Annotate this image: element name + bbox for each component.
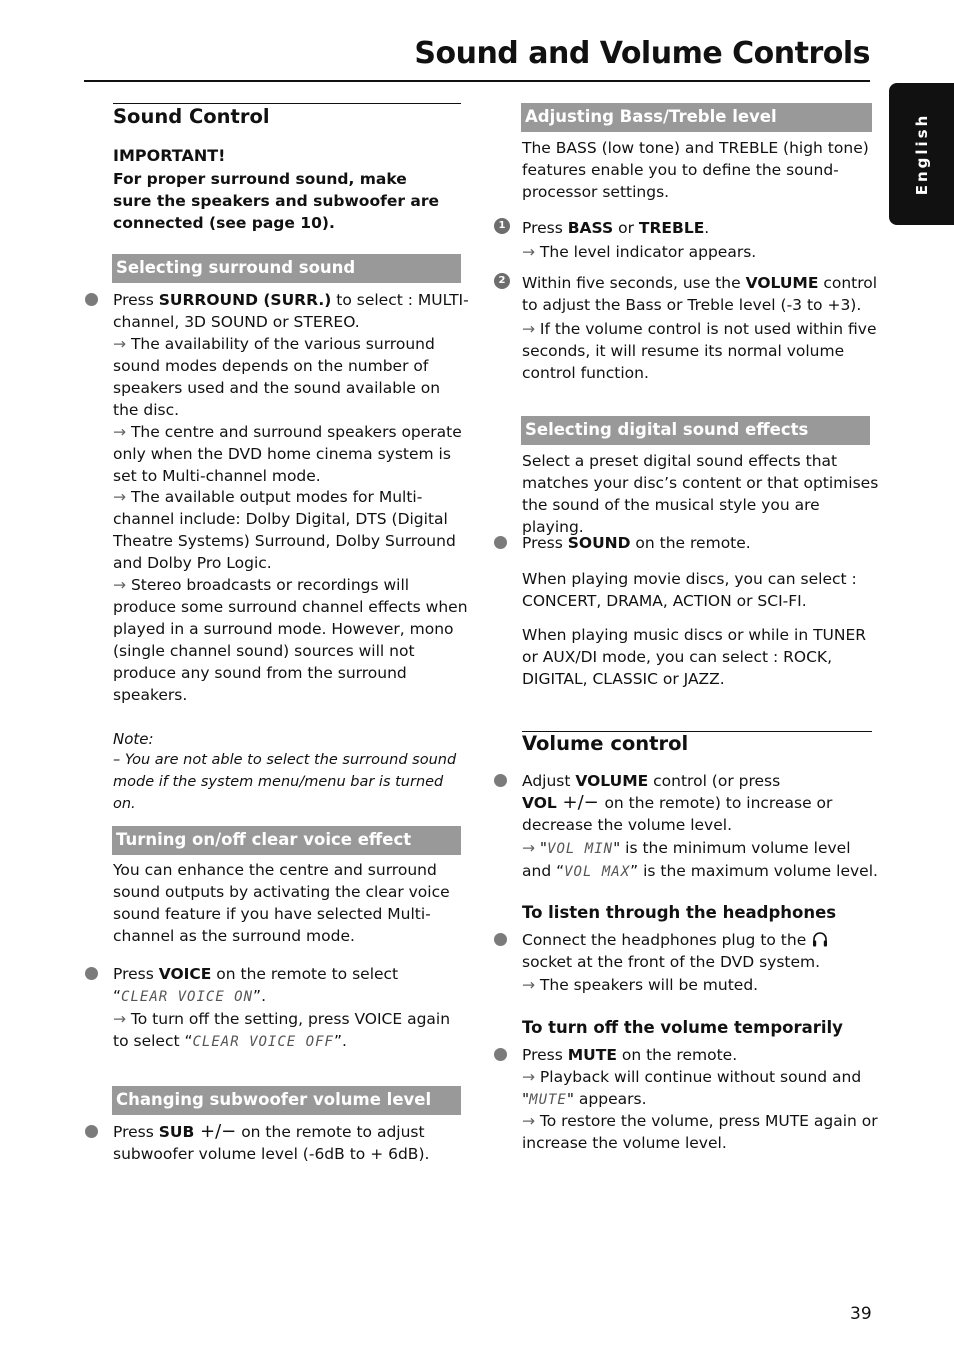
page-title: Sound and Volume Controls [414,36,870,71]
section-rule [113,103,461,104]
important-text: For proper surround sound, make sure the speakers and subwoofer are connected (see page 10). [113,170,439,232]
bass-treble-step-2-note: → If the volume control is not used within five seconds, it will resume its normal volume control function. [522,320,877,382]
mute-heading: To turn off the volume temporarily [522,1018,843,1037]
sound-key: SOUND [567,534,631,552]
digital-effects-bar: Selecting digital sound effects [521,416,870,445]
surround-bar: Selecting surround sound [112,254,461,283]
bass-treble-step-1: Press BASS or TREBLE. [522,219,710,237]
headphones-instruction: Connect the headphones plug to the socket at the front of the DVD system. [522,929,880,973]
clear-voice-off-note: → To turn off the setting, press VOICE again to select “CLEAR VOICE OFF”. [113,1010,451,1050]
volume-control-heading: Volume control [522,732,689,755]
arrow-icon: → [522,320,535,338]
display-clear-voice-on: CLEAR VOICE ON [121,989,254,1005]
arrow-icon: → [113,576,126,594]
clear-voice-bar: Turning on/off clear voice effect [112,826,461,855]
bass-treble-step-1-note: → The level indicator appears. [522,243,757,261]
volume-instruction: Adjust VOLUME control (or press VOL +/− on the remote) to increase or decrease the volume level. [522,772,833,834]
mute-note-2: → To restore the volume, press MUTE again or increase the volume level. [522,1112,878,1152]
mute-key: MUTE [567,1046,617,1064]
bass-treble-intro: The BASS (low tone) and TREBLE (high tone) features enable you to define the sound-processor settings. [522,139,869,201]
clear-voice-instruction: Press VOICE on the remote to select “CLEAR VOICE ON”. [113,965,399,1005]
bass-treble-bar: Adjusting Bass/Treble level [521,103,872,132]
surround-note-2: → The centre and surround speakers operate only when the DVD home cinema system is set to Multi-channel mode. [113,423,462,485]
arrow-icon: → [113,1010,126,1028]
movie-modes: When playing movie discs, you can select : CONCERT, DRAMA, ACTION or SCI-FI. [522,570,857,610]
sound-control-heading: Sound Control [113,105,270,128]
surround-note-1: → The availability of the various surround sound modes depends on the number of speakers used and the sound available on the disc. [113,335,441,419]
surround-instruction: Press SURROUND (SURR.) to select : MULTI-channel, 3D SOUND or STEREO. [113,291,469,331]
important-label: IMPORTANT! [113,146,226,165]
arrow-icon: → [522,1068,535,1086]
music-modes: When playing music discs or while in TUNER or AUX/DI mode, you can select : ROCK, DIGITAL, CLASSIC or JAZZ. [522,626,867,688]
mute-instruction: Press MUTE on the remote. [522,1046,738,1064]
sub-key: SUB [158,1123,195,1141]
arrow-icon: → [113,423,126,441]
arrow-icon: → [522,976,535,994]
voice-key: VOICE [158,965,212,983]
surround-key: SURROUND (SURR.) [158,291,332,309]
arrow-icon: → [113,335,126,353]
bullet-icon [494,774,507,787]
arrow-icon: → [522,1112,535,1130]
subwoofer-instruction: Press SUB +/− on the remote to adjust subwoofer volume level (-6dB to + 6dB). [113,1121,430,1163]
bullet-icon [85,1125,98,1138]
surround-note-3: → The available output modes for Multi-channel include: Dolby Digital, DTS (Digital Theatre Systems) Surround, Dolby Surround and Dolby Pro Logic. [113,488,456,572]
note-label: Note: [113,730,154,748]
bullet-icon [494,1048,507,1061]
display-clear-voice-off: CLEAR VOICE OFF [192,1034,334,1050]
display-vol-min: VOL MIN [547,841,614,857]
bass-treble-step-2: Within five seconds, use the VOLUME control to adjust the Bass or Treble level (-3 to +3). [522,274,878,314]
headphones-note: → The speakers will be muted. [522,976,759,994]
arrow-icon: → [522,243,535,261]
bullet-icon [494,536,507,549]
clear-voice-intro: You can enhance the centre and surround sound outputs by activating the clear voice sound feature if you have selected Multi-channel as the surround mode. [113,861,450,945]
step-number-1: 1 [494,218,510,234]
language-tab-label: English [912,112,931,196]
subwoofer-bar: Changing subwoofer volume level [112,1086,461,1115]
bullet-icon [85,293,98,306]
display-mute: MUTE [529,1092,567,1108]
display-vol-max: VOL MAX [564,864,631,880]
volume-range-note: → "VOL MIN" is the minimum volume level and “VOL MAX” is the maximum volume level. [522,839,878,880]
note-text: – You are not able to select the surround sound mode if the system menu/menu bar is turned on. [113,752,457,812]
bullet-icon [85,967,98,980]
headphones-heading: To listen through the headphones [522,903,837,922]
vol-key: VOL [522,794,557,812]
plus-minus-symbol: +/− [194,1121,237,1142]
digital-effects-intro: Select a preset digital sound effects that matches your disc’s content or that optimises the sound of the musical style you are playing. [522,452,879,536]
step-number-2: 2 [494,273,510,289]
language-tab [889,83,954,225]
plus-minus-symbol: +/− [556,792,605,813]
arrow-icon: → [113,488,126,506]
page-number: 39 [850,1304,872,1324]
title-rule [84,80,870,82]
surround-note-4: → Stereo broadcasts or recordings will produce some surround channel effects when played in a surround mode. However, mono (single channel sound) sources will not produce any sound from the surround speakers. [113,576,468,704]
mute-note-1: → Playback will continue without sound and "MUTE" appears. [522,1068,862,1108]
arrow-icon: → [522,839,535,857]
headphones-icon [811,930,829,948]
sound-instruction: Press SOUND on the remote. [522,534,751,552]
bullet-icon [494,933,507,946]
